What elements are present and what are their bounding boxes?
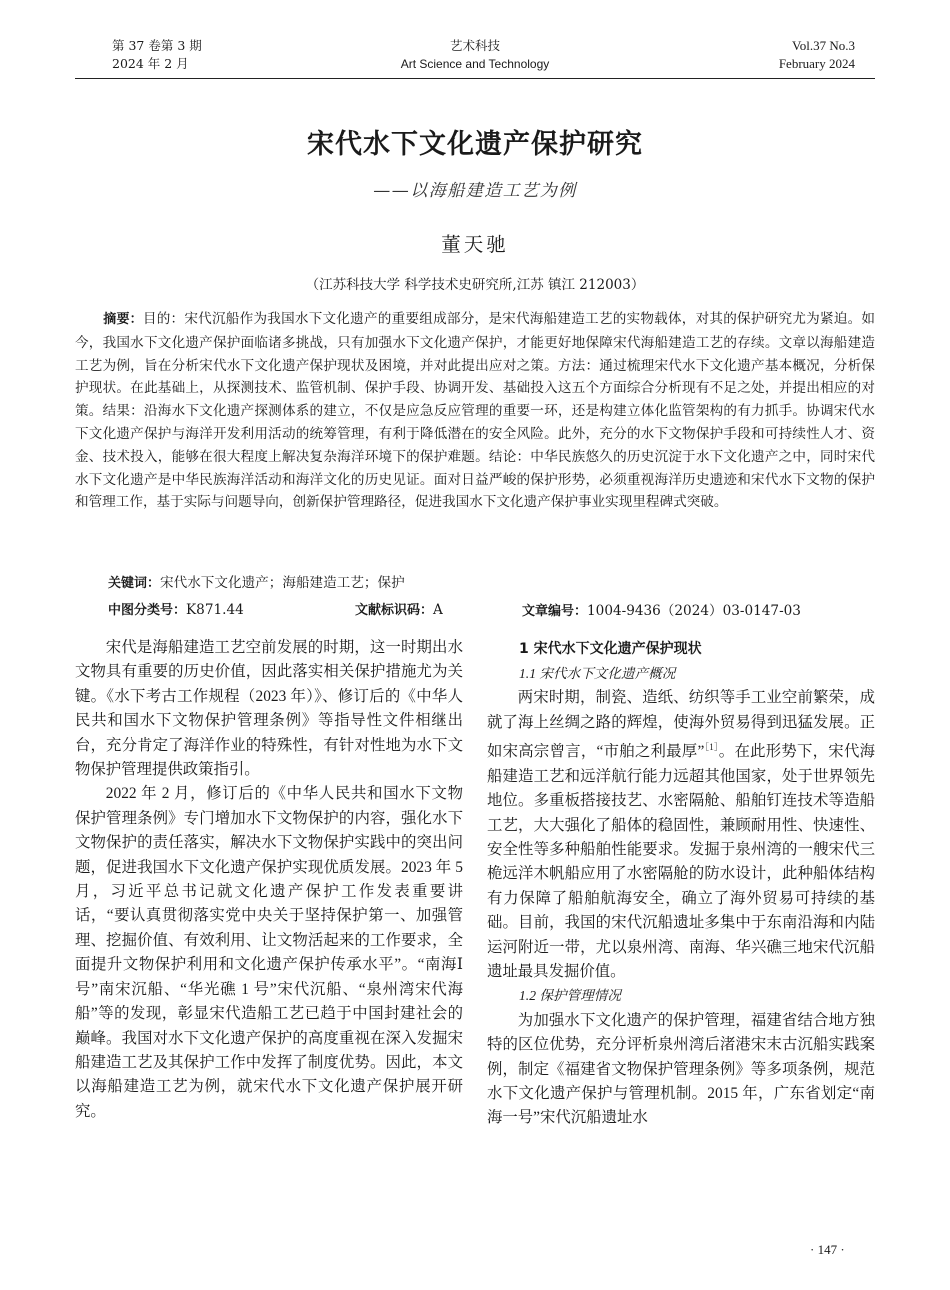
section-paragraph-1 <box>487 686 875 984</box>
publication-date-text: 2024 年 2 月 <box>112 56 189 71</box>
clc-number <box>108 599 244 618</box>
article-number <box>522 599 801 619</box>
section-heading-1: 1 宋代水下文化遗产保护现状 <box>519 641 702 657</box>
paragraph-text-cont: 。在此形势下，宋代海船建造工艺和远洋航行能力远超其他国家，处于世界领先地位。多重板搭接技艺、水密隔舱、船舶钉连技术等造船工艺，大大强化了船体的稳固性，兼顾耐用性、快速性、安全性等多种船舶性能要求。发掘于泉州湾的一艘宋代三桅远洋木帆船应用了水密隔舱的防水设计，此种船体结构有力保障了船舶航海安全，确立了海外贸易可持续的基础。目前，我国的宋代沉船遗址多集中于东南沿海和内陆运河附近一带，尤以泉州湾、南海、华兴礁三地宋代沉船遗址最具发掘价值。 <box>487 743 875 980</box>
article-subtitle: ——以海船建造工艺为例 <box>373 181 577 201</box>
article-number-label: 文章编号： <box>522 604 588 619</box>
article-title: 宋代水下文化遗产保护研究 <box>307 129 643 160</box>
volume-issue-text: 第 37 卷第 3 期 <box>112 38 202 53</box>
subsection-heading-1-2: 1.2 保护管理情况 <box>519 988 621 1004</box>
article-author: 董天驰 <box>441 233 509 256</box>
abstract-label: 摘要： <box>103 312 143 327</box>
volume-issue-en-text: Vol.37 No.3 <box>792 38 855 53</box>
journal-name-cn: 艺术科技 <box>449 38 500 53</box>
intro-paragraph-2: 2022 年 2 月，修订后的《中华人民共和国水下文物保护管理条例》专门增加水下文物保护的内容，强化水下文物保护的责任落实，解决水下文物保护实践中的突出问题，促进我国水下文化遗产保护实现优质发展。2023 年 5 月，习近平总书记就文化遗产保护工作发表重要讲话，“要认真贯彻落实党中央关于坚持保护第一、加强管理、挖掘价值、有效利用、让文物活起来的工作要求，全面提升文物保护利用和文化遗产保护传承水平”。“南海Ⅰ号”南宋沉船、“华光礁 1 号”宋代沉船、“泉州湾宋代海船”等的发现，彰显宋代造船工艺已趋于中国封建社会的巅峰。我国对水下文化遗产保护的高度重视在深入发掘宋船建造工艺及其保护工作中发挥了制度优势。因此，本文以海船建造工艺为例，就宋代水下文化遗产保护展开研究。 <box>75 785 463 1120</box>
document-code <box>355 599 443 618</box>
author-affiliation: （江苏科技大学 科学技术史研究所,江苏 镇江 212003） <box>305 277 645 293</box>
intro-paragraph-1: 宋代是海船建造工艺空前发展的时期，这一时期出水文物具有重要的历史价值，因此落实相关保护措施尤为关键。《水下考古工作规程（2023 年）》、修订后的《中华人民共和国水下文物保护管理条例》等指导性文件相继出台，充分肯定了海洋作业的特殊性，有针对性地为水下文物保护管理提供政策指引。 <box>75 639 463 779</box>
header-divider <box>75 78 875 79</box>
document-code-label: 文献标识码： <box>355 603 434 618</box>
right-column <box>487 636 875 1131</box>
page-number: · 147 · <box>810 1242 845 1257</box>
abstract <box>75 308 875 514</box>
subsection-heading-1-1: 1.1 宋代水下文化遗产概况 <box>519 666 676 681</box>
clc-label: 中图分类号： <box>108 603 187 618</box>
paragraph-text: 两宋时期，制瓷、造纸、纺织等手工业空前繁荣，成就了海上丝绸之路的辉煌，使海外贸易得到迅猛发展。正如宋高宗曾言，“市舶之利最厚” <box>487 689 875 761</box>
journal-volume-issue <box>112 37 272 73</box>
journal-name <box>350 37 600 73</box>
journal-volume-issue-en <box>700 37 855 73</box>
abstract-text: 目的：宋代沉船作为我国水下文化遗产的重要组成部分，是宋代海船建造工艺的实物载体，对其的保护研究尤为紧迫。如今，我国水下文化遗产保护面临诸多挑战，只有加强水下文化遗产保护，才能更好地保障宋代海船建造工艺的存续。文章以海船建造工艺为例，旨在分析宋代水下文化遗产保护现状及困境，并对此提出应对之策。方法：通过梳理宋代水下文化遗产基本概况，分析保护现状。在此基础上，从探测技术、监管机制、保护手段、协调开发、基础投入这五个方面综合分析现有不足之处，并提出相应的对策。结果：沿海水下文化遗产探测体系的建立，不仅是应急反应管理的重要一环，还是构建立体化监管架构的有力抓手。协调宋代水下文化遗产保护与海洋开发利用活动的统筹管理，有利于降低潜在的安全风险。此外，充分的水下文物保护手段和可持续性人才、资金、技术投入，能够在很大程度上解决复杂海洋环境下的保护难题。结论：中华民族悠久的历史沉淀于水下文化遗产之中，同时宋代水下文化遗产是中华民族海洋活动和海洋文化的历史见证。面对日益严峻的保护形势，必须重视海洋历史遗迹和宋代水下文物的保护和管理工作，基于实际与问题导向，创新保护管理路径，促进我国水下文化遗产保护事业实现里程碑式突破。 <box>75 311 875 511</box>
document-code-value: A <box>433 602 443 618</box>
publication-date-en-text: February 2024 <box>778 56 855 71</box>
article-number-value: 1004-9436（2024）03-0147-03 <box>587 603 801 619</box>
section-paragraph-2: 为加强水下文化遗产的保护管理，福建省结合地方独特的区位优势，充分评析泉州湾后渚港宋末古沉船实践案例，制定《福建省文物保护管理条例》等多项条例，规范水下文化遗产保护与管理机制。2015 年，广东省划定“南海一号”宋代沉船遗址水 <box>487 1011 875 1127</box>
keywords-label: 关键词： <box>108 576 161 591</box>
clc-value: K871.44 <box>186 602 244 618</box>
keywords <box>108 571 405 591</box>
left-column <box>75 636 463 1124</box>
citation-ref: ［1］ <box>704 742 719 753</box>
journal-name-en: Art Science and Technology <box>400 57 550 71</box>
keywords-text: 宋代水下文化遗产；海船建造工艺；保护 <box>160 575 405 591</box>
